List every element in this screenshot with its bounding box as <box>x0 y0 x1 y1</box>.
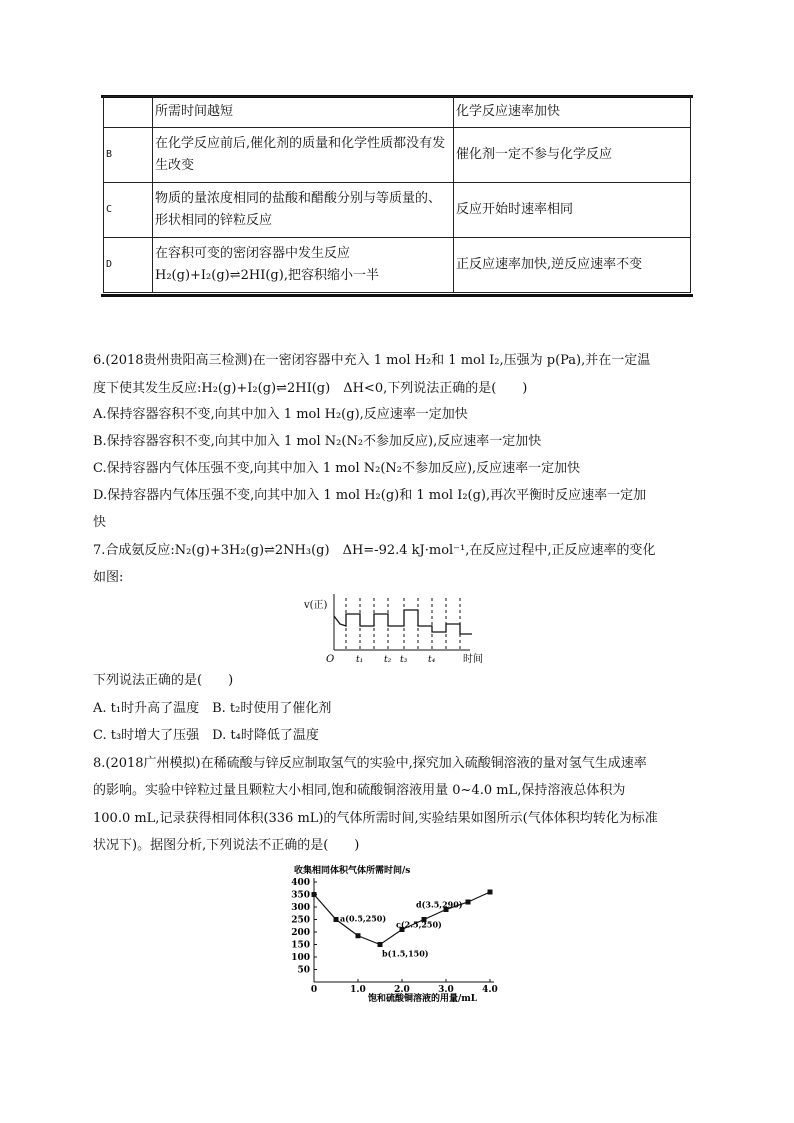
chart-y-tick-label: 300 <box>291 903 310 913</box>
q8-stem-line4: 状况下)。据图分析,下列说法不正确的是( ) <box>93 838 360 853</box>
graph-tick-t4: t₄ <box>428 655 436 665</box>
row-condition: 在化学反应前后,催化剂的质量和化学性质都没有发生改变 <box>153 128 454 183</box>
graph-tick-t1: t₁ <box>356 655 364 665</box>
chart-data-point <box>312 892 317 897</box>
row-conclusion: 催化剂一定不参与化学反应 <box>454 128 691 183</box>
q6-option-d-line1: D.保持容器内气体压强不变,向其中加入 1 mol H₂(g)和 1 mol I₂(g),再次平衡时反应速率一定加 <box>93 488 647 503</box>
table-row <box>104 97 691 128</box>
chart-data-point <box>356 933 361 938</box>
row-label: B <box>104 128 153 183</box>
q8-stem-line2: 的影响。实验中锌粒过量且颗粒大小相同,饱和硫酸铜溶液用量 0~4.0 mL,保持溶液总体积为 <box>93 783 626 798</box>
chart-y-tick-label: 350 <box>291 890 310 901</box>
q7-question: 下列说法正确的是( ) <box>93 673 234 688</box>
row-conclusion: 正反应速率加快,逆反应速率不变 <box>454 238 691 293</box>
chart-x-label: 饱和硫酸铜溶液的用量/mL <box>368 994 478 1004</box>
graph-origin: O <box>326 654 335 665</box>
graph-x-label: 时间 <box>463 654 483 665</box>
table-row <box>104 128 691 183</box>
chart-annotation: b(1.5,150) <box>382 948 429 959</box>
q8-stem-line3: 100.0 mL,记录获得相同体积(336 mL)的气体所需时间,实验结果如图所示(气体体积均转化为标准 <box>93 811 658 826</box>
q6-option-c: C.保持容器内气体压强不变,向其中加入 1 mol N₂(N₂不参加反应),反应速率一定加快 <box>93 461 581 476</box>
graph-y-label: v(正) <box>304 600 328 611</box>
rate-time-graph <box>300 590 500 666</box>
row-condition: 所需时间越短 <box>153 97 454 128</box>
q7-options-ab: A. t₁时升高了温度 B. t₂时使用了催化剂 <box>93 701 332 716</box>
options-table <box>103 96 691 293</box>
chart-y-tick-label: 50 <box>297 965 310 976</box>
chart-data-point <box>334 917 339 922</box>
row-label <box>104 97 153 128</box>
chart-y-tick-label: 100 <box>291 953 310 963</box>
chart-data-point <box>466 900 471 905</box>
chart-x-tick-label: 2.0 <box>394 985 410 995</box>
row-condition: 在容积可变的密闭容器中发生反应 H₂(g)+I₂(g)⇌2HI(g),把容积缩小一半 <box>153 238 454 293</box>
chart-y-tick-label: 250 <box>291 915 310 926</box>
q6-option-b: B.保持容器容积不变,向其中加入 1 mol N₂(N₂不参加反应),反应速率一定加快 <box>93 434 542 449</box>
chart-annotation: c(2.5,250) <box>396 919 442 930</box>
time-vs-cuso4-chart <box>280 862 520 1008</box>
table-bottom-rule <box>101 294 693 297</box>
chart-data-point <box>378 942 383 947</box>
q7-stem-line2: 如图: <box>93 570 124 585</box>
chart-annotation: d(3.5,290) <box>416 899 463 910</box>
table-row <box>104 183 691 238</box>
q8-stem-line1: 8.(2018广州模拟)在稀硫酸与锌反应制取氢气的实验中,探究加入硫酸铜溶液的量对氢气生成速率 <box>93 756 647 771</box>
chart-title: 收集相同体积气体所需时间/s <box>294 866 411 876</box>
row-conclusion: 化学反应速率加快 <box>454 97 691 128</box>
chart-y-tick-label: 150 <box>291 940 310 951</box>
chart-x-tick-label: 0 <box>310 985 318 995</box>
table-row <box>104 238 691 293</box>
chart-y-tick-label: 200 <box>291 928 310 938</box>
row-label: D <box>104 238 153 293</box>
q7-options-cd: C. t₃时增大了压强 D. t₄时降低了温度 <box>93 728 319 743</box>
q7-stem-line1: 7.合成氨反应:N₂(g)+3H₂(g)⇌2NH₃(g) ΔH=-92.4 kJ·mol⁻¹,在反应过程中,正反应速率的变化 <box>93 543 656 558</box>
q6-stem-line2: 度下使其发生反应:H₂(g)+I₂(g)⇌2HI(g) ΔH<0,下列说法正确的是( ) <box>93 381 528 396</box>
graph-tick-t2: t₂ <box>384 655 392 665</box>
chart-data-point <box>488 890 493 895</box>
chart-x-tick-label: 1.0 <box>350 985 366 995</box>
rate-curve <box>334 610 472 634</box>
row-label: C <box>104 183 153 238</box>
chart-x-tick-label: 4.0 <box>482 985 498 995</box>
chart-x-tick-label: 3.0 <box>438 985 454 995</box>
graph-tick-t3: t₃ <box>400 655 408 665</box>
row-conclusion: 反应开始时速率相同 <box>454 183 691 238</box>
chart-y-tick-label: 400 <box>291 878 310 888</box>
q6-option-a: A.保持容器容积不变,向其中加入 1 mol H₂(g),反应速率一定加快 <box>93 407 468 422</box>
chart-annotation: a(0.5,250) <box>340 913 387 924</box>
q6-stem-line1: 6.(2018贵州贵阳高三检测)在一密闭容器中充入 1 mol H₂和 1 mol I₂,压强为 p(Pa),并在一定温 <box>93 353 651 368</box>
graph-dashed-lines <box>346 598 460 650</box>
row-condition: 物质的量浓度相同的盐酸和醋酸分别与等质量的、形状相同的锌粒反应 <box>153 183 454 238</box>
q6-option-d-line2: 快 <box>93 515 107 530</box>
